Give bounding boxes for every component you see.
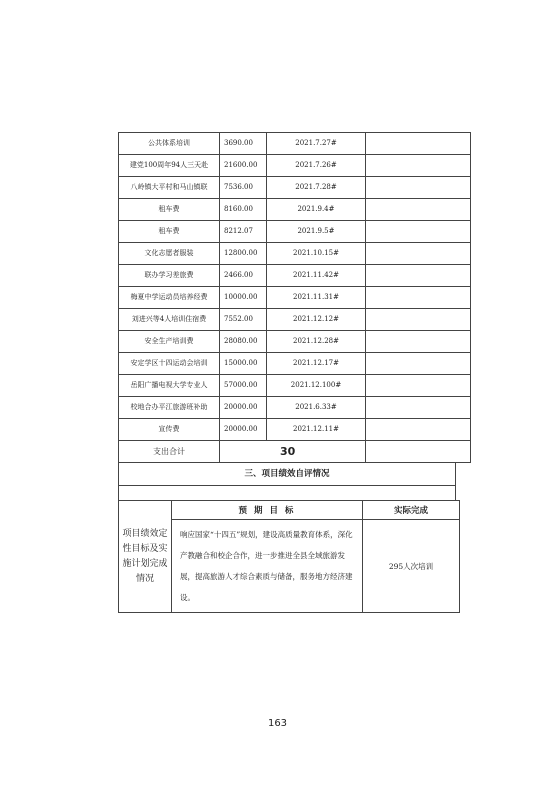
expense-amount: 7552.00 bbox=[220, 309, 267, 331]
expense-date: 2021.7.27# bbox=[267, 133, 366, 155]
expense-amount: 7536.00 bbox=[220, 177, 267, 199]
expense-item: 校地合办平江旅游班补助 bbox=[119, 397, 220, 419]
expense-row bbox=[119, 353, 471, 375]
expense-date: 2021.12.28# bbox=[267, 331, 366, 353]
expected-text: 响应国家“十四五”规划，建设高质量教育体系，深化产教融合和校企合作，进一步推进全县全域旅游发展，提高旅游人才综合素质与储备，服务地方经济建设。 bbox=[172, 520, 363, 613]
expense-note bbox=[366, 419, 471, 441]
expense-date: 2021.12.100# bbox=[267, 375, 366, 397]
expense-note bbox=[366, 309, 471, 331]
expense-item: 刘进兴等4人培训住宿费 bbox=[119, 309, 220, 331]
expense-row bbox=[119, 133, 471, 155]
expected-header: 预 期 目 标 bbox=[172, 501, 363, 520]
total-row bbox=[119, 441, 471, 463]
expense-date: 2021.12.12# bbox=[267, 309, 366, 331]
expense-row bbox=[119, 419, 471, 441]
expense-note bbox=[366, 177, 471, 199]
expense-amount: 20000.00 bbox=[220, 397, 267, 419]
expense-item: 安全生产培训费 bbox=[119, 331, 220, 353]
expense-amount: 21600.00 bbox=[220, 155, 267, 177]
expense-date: 2021.11.31# bbox=[267, 287, 366, 309]
expense-date: 2021.12.11# bbox=[267, 419, 366, 441]
expense-amount: 3690.00 bbox=[220, 133, 267, 155]
expense-item: 安定学区十四运动会培训 bbox=[119, 353, 220, 375]
expense-table bbox=[118, 132, 471, 463]
expense-amount: 15000.00 bbox=[220, 353, 267, 375]
expense-amount: 20000.00 bbox=[220, 419, 267, 441]
expense-item: 公共体系培训 bbox=[119, 133, 220, 155]
performance-side-label bbox=[119, 501, 172, 613]
expense-row bbox=[119, 331, 471, 353]
expense-note bbox=[366, 199, 471, 221]
blank-row bbox=[118, 485, 456, 501]
expense-row bbox=[119, 199, 471, 221]
total-label: 支出合计 bbox=[119, 441, 220, 463]
expense-amount: 12800.00 bbox=[220, 243, 267, 265]
actual-text: 295人次培训 bbox=[363, 520, 460, 613]
expense-item: 八岭镇大平村和马山镇联 bbox=[119, 177, 220, 199]
expense-row bbox=[119, 287, 471, 309]
expense-date: 2021.10.15# bbox=[267, 243, 366, 265]
expense-item: 建党100周年94人三天赴 bbox=[119, 155, 220, 177]
expense-note bbox=[366, 133, 471, 155]
expense-item: 租车费 bbox=[119, 221, 220, 243]
expense-row bbox=[119, 375, 471, 397]
page-number: 163 bbox=[267, 718, 288, 729]
expense-note bbox=[366, 243, 471, 265]
expense-row bbox=[119, 265, 471, 287]
expense-amount: 8212.07 bbox=[220, 221, 267, 243]
expense-date: 2021.11.42# bbox=[267, 265, 366, 287]
expense-date: 2021.9.5# bbox=[267, 221, 366, 243]
expense-date: 2021.7.28# bbox=[267, 177, 366, 199]
expense-note bbox=[366, 353, 471, 375]
expense-note bbox=[366, 331, 471, 353]
expense-item: 文化志愿者服装 bbox=[119, 243, 220, 265]
expense-note bbox=[366, 287, 471, 309]
expense-amount: 8160.00 bbox=[220, 199, 267, 221]
expense-note bbox=[366, 155, 471, 177]
expense-row bbox=[119, 309, 471, 331]
actual-header: 实际完成 bbox=[363, 501, 460, 520]
expense-date: 2021.12.17# bbox=[267, 353, 366, 375]
expense-date: 2021.9.4# bbox=[267, 199, 366, 221]
expense-row bbox=[119, 155, 471, 177]
total-note bbox=[366, 441, 471, 463]
expense-note bbox=[366, 265, 471, 287]
expense-item: 岳阳广播电视大学专业人 bbox=[119, 375, 220, 397]
expense-item: 租车费 bbox=[119, 199, 220, 221]
section-title: 三、项目绩效自评情况 bbox=[118, 462, 456, 486]
expense-note bbox=[366, 375, 471, 397]
expense-row bbox=[119, 221, 471, 243]
expense-item: 梅夏中学运动员培养经费 bbox=[119, 287, 220, 309]
expense-note bbox=[366, 397, 471, 419]
expense-row bbox=[119, 177, 471, 199]
side-label-text: 项目绩效定性目标及实施计划完成情况 bbox=[122, 528, 168, 584]
expense-item: 宣传费 bbox=[119, 419, 220, 441]
expense-note bbox=[366, 221, 471, 243]
expense-amount: 10000.00 bbox=[220, 287, 267, 309]
expense-date: 2021.7.26# bbox=[267, 155, 366, 177]
performance-table bbox=[118, 500, 460, 613]
expense-item: 联办学习差旅费 bbox=[119, 265, 220, 287]
total-value: 30 bbox=[220, 441, 366, 463]
expense-amount: 2466.00 bbox=[220, 265, 267, 287]
expense-amount: 28080.00 bbox=[220, 331, 267, 353]
expense-date: 2021.6.33# bbox=[267, 397, 366, 419]
expense-row bbox=[119, 243, 471, 265]
expense-amount: 57000.00 bbox=[220, 375, 267, 397]
expense-row bbox=[119, 397, 471, 419]
